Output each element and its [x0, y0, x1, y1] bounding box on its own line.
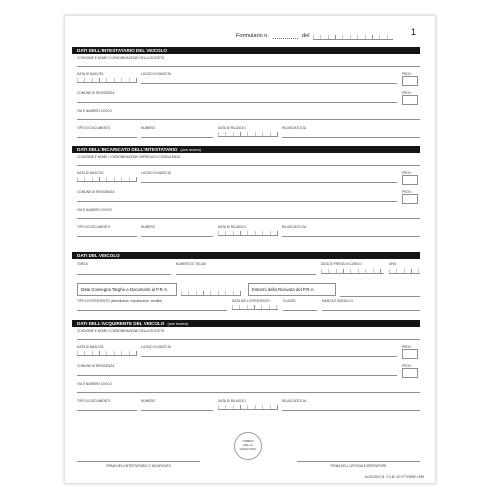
holder-birth-date-label: DATA DI NASCITA [77, 72, 104, 76]
agent-residence-field [77, 201, 397, 202]
vehicle-intake-date-label: DATA DI PRESA IN CARICO [321, 262, 362, 266]
holder-name-label: COGNOME E NOME O DENOMINAZIONE DELLA SOCIETÀ [77, 56, 165, 60]
holder-residence-prov-field [402, 95, 418, 105]
buyer-birth-date-label: DATA DI NASCITA [77, 345, 104, 349]
vehicle-class-label: CLASSE [283, 299, 296, 303]
buyer-doc-type-label: TIPO DI DOCUMENTO [77, 399, 111, 403]
stamp-text-line-2: DELLA [243, 443, 253, 447]
receipt-details-field [340, 296, 420, 297]
agent-issue-date-field [218, 230, 278, 236]
agent-address-label: VIA E NUMERO CIVICO [77, 208, 112, 212]
vehicle-time-label: ORA [389, 262, 396, 266]
intervention-type-field [77, 310, 227, 311]
officer-signature-line [297, 461, 420, 462]
form-number-label: Formulario n. [236, 33, 269, 39]
officer-signature-label: FIRMA DELL'UFFICIALE/OPERATORE [330, 464, 387, 468]
receipt-details-box: Estremi della Ricevuta del P.R.A. [248, 283, 336, 296]
buyer-address-field [77, 392, 420, 393]
vehicle-chassis-label: NUMERO DI TELAIO [176, 262, 207, 266]
holder-section [0, 47, 500, 143]
agent-doc-number-label: NUMERO [141, 225, 156, 229]
agent-address-field [77, 218, 420, 219]
buyer-birth-prov-field [402, 349, 418, 359]
delivery-date-box: Data Consegna Targhe e Documenti al P.R.A. [77, 283, 177, 296]
buyer-doc-type-field [77, 410, 137, 411]
buyer-issued-by-field [282, 410, 420, 411]
buyer-name-field [77, 339, 420, 340]
holder-name-field [77, 66, 420, 67]
holder-doc-number-field [141, 137, 213, 138]
agent-issue-date-label: DATA DI RILASCIO [218, 225, 246, 229]
agent-residence-label: COMUNE DI RESIDENZA [77, 190, 115, 194]
holder-issue-date-label: DATA DI RILASCIO [218, 126, 246, 130]
buyer-doc-number-label: NUMERO [141, 399, 156, 403]
agent-doc-number-field [141, 236, 213, 237]
agent-birth-place-label: LUOGO DI NASCITA [141, 171, 172, 175]
vehicle-intake-date-field [321, 268, 384, 274]
holder-birth-prov-field [402, 76, 418, 86]
holder-section-title: DATI DELL'INTESTATARIO DEL VEICOLO [77, 48, 167, 53]
delivery-date-field [181, 290, 241, 296]
buyer-birth-date-field [77, 350, 137, 356]
buyer-section-note: (ove ricorra) [167, 322, 188, 326]
holder-address-field [77, 119, 420, 120]
agent-section-note: (ove ricorra) [180, 148, 201, 152]
vehicle-chassis-field [176, 274, 316, 275]
form-number-field [273, 38, 298, 39]
holder-issued-by-label: RILASCIATO DA [282, 126, 306, 130]
holder-residence-label: COMUNE DI RESIDENZA [77, 91, 115, 95]
agent-name-label: COGNOME E NOME O DENOMINAZIONE IMPRESA DI CONSULENZA [77, 155, 181, 159]
holder-section-bar [72, 47, 420, 54]
agent-doc-type-label: TIPO DI DOCUMENTO [77, 225, 111, 229]
agent-residence-prov-field [402, 194, 418, 204]
agent-birth-place-field [141, 182, 397, 183]
page-number: 1 [411, 27, 417, 37]
agent-issued-by-field [282, 236, 420, 237]
agent-name-field [77, 165, 420, 166]
vehicle-section-bar [72, 252, 420, 259]
holder-birth-place-label: LUOGO DI NASCITA [141, 72, 172, 76]
holder-doc-type-label: TIPO DI DOCUMENTO [77, 126, 111, 130]
vehicle-plate-field [77, 274, 171, 275]
agent-section [0, 146, 500, 242]
buyer-address-label: VIA E NUMERO CIVICO [77, 382, 112, 386]
buyer-issue-date-field [218, 404, 278, 410]
vehicle-section-title: DATI DEL VEICOLO [77, 253, 120, 258]
annex-note: ALLEGATO N. 2 D.M. 20 OTTOBRE 1999 [364, 475, 424, 479]
intervention-date-field [232, 304, 278, 310]
vehicle-make-model-field [322, 310, 420, 311]
holder-issued-by-field [282, 137, 420, 138]
holder-residence-field [77, 102, 397, 103]
buyer-section-title: DATI DELL'ACQUIRENTE DEL VEICOLO [77, 321, 165, 326]
buyer-issue-date-label: DATA DI RILASCIO [218, 399, 246, 403]
holder-birth-place-field [141, 83, 397, 84]
buyer-doc-number-field [141, 410, 213, 411]
agent-doc-type-field [77, 236, 137, 237]
holder-residence-prov-label: PROV. [402, 91, 412, 95]
agent-section-bar [72, 146, 420, 153]
buyer-section-bar [72, 320, 420, 327]
vehicle-class-field [283, 310, 317, 311]
agent-birth-date-field [77, 176, 137, 182]
agent-birth-prov-label: PROV. [402, 171, 412, 175]
holder-doc-type-field [77, 137, 137, 138]
intervention-date-label: DATA DELL'INTERVENTO [232, 299, 270, 303]
holder-birth-date-field [77, 77, 137, 83]
form-date-label: del [302, 33, 310, 39]
holder-signature-label: FIRMA DELL'INTESTATARIO O INCARICATO [105, 464, 172, 468]
buyer-birth-prov-label: PROV. [402, 345, 412, 349]
agent-birth-prov-field [402, 175, 418, 185]
buyer-name-label: COGNOME E NOME O DENOMINAZIONE DELLA SOCIETÀ [77, 329, 165, 333]
stamp-text-line-1: TIMBRO [242, 439, 254, 443]
holder-signature-line [77, 461, 200, 462]
buyer-birth-place-label: LUOGO DI NASCITA [141, 345, 172, 349]
vehicle-make-model-label: MARCA E MODELLO [322, 299, 353, 303]
form-date-field [313, 32, 393, 40]
holder-doc-number-label: NUMERO [141, 126, 156, 130]
holder-issue-date-field [218, 131, 278, 137]
vehicle-time-field [389, 268, 420, 274]
buyer-birth-place-field [141, 356, 397, 357]
agent-residence-prov-label: PROV. [402, 190, 412, 194]
vehicle-plate-label: TARGA [77, 262, 88, 266]
buyer-residence-prov-field [402, 368, 418, 378]
holder-address-label: VIA E NUMERO CIVICO [77, 109, 112, 113]
agent-issued-by-label: RILASCIATO DA [282, 225, 306, 229]
buyer-issued-by-label: RILASCIATO DA [282, 399, 306, 403]
buyer-residence-prov-label: PROV. [402, 364, 412, 368]
stamp-text-line-3: QUESTURA [239, 447, 257, 451]
buyer-residence-field [77, 375, 397, 376]
agent-section-title: DATI DELL'INCARICATO DELL'INTESTATARIO [77, 147, 178, 152]
agent-birth-date-label: DATA DI NASCITA [77, 171, 104, 175]
buyer-section [0, 320, 500, 416]
intervention-type-label: TIPO DI INTERVENTO (demolizione, esportazione, vendita) [77, 299, 162, 303]
holder-birth-prov-label: PROV. [402, 72, 412, 76]
buyer-residence-label: COMUNE DI RESIDENZA [77, 364, 115, 368]
